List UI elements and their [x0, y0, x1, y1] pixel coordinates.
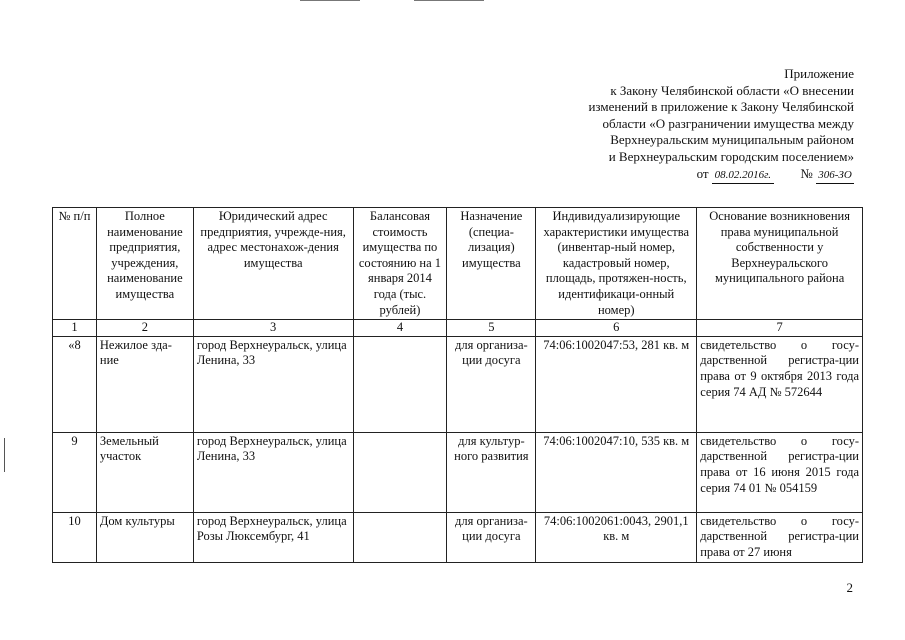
property-table: [52, 207, 863, 563]
header-cell: Назначение (специа-лизация) имущества: [447, 208, 536, 320]
column-number: 5: [447, 320, 536, 337]
annex-line: области «О разграничении имущества между: [602, 115, 854, 131]
balance-value: [353, 336, 447, 432]
annex-line: к Закону Челябинской области «О внесении: [610, 82, 854, 98]
header-cell: Индивидуализирующие характеристики имущества (инвентар-ный номер, кадастровый номер, площадь, протяжен-ность, идентификаци-онный номер): [536, 208, 697, 320]
annex-header: [524, 66, 854, 184]
row-number: 9: [53, 432, 97, 512]
property-address: город Верхнеуральск, улица Розы Люксембург, 41: [193, 512, 353, 562]
property-characteristics: 74:06:1002047:53, 281 кв. м: [536, 336, 697, 432]
property-purpose: для организа-ции досуга: [447, 512, 536, 562]
date-prefix: от: [696, 165, 709, 181]
balance-value: [353, 512, 447, 562]
header-cell: Юридический адрес предприятия, учрежде-ния, адрес местонахож-дения имущества: [193, 208, 353, 320]
table-row: [53, 432, 863, 512]
column-number: 7: [697, 320, 863, 337]
property-address: город Верхнеуральск, улица Ленина, 33: [193, 336, 353, 432]
annex-line: Верхнеуральским муниципальным районом: [610, 132, 854, 148]
column-number: 1: [53, 320, 97, 337]
table-header-row: [53, 208, 863, 320]
property-name: Нежилое зда-ние: [96, 336, 193, 432]
number-prefix: №: [800, 165, 813, 181]
header-cell: Балансовая стоимость имущества по состоянию на 1 января 2014 года (тыс. рублей): [353, 208, 447, 320]
table-row: [53, 512, 863, 562]
page-number: 2: [846, 580, 853, 595]
property-characteristics: 74:06:1002061:0043, 2901,1 кв. м: [536, 512, 697, 562]
column-number: 3: [193, 320, 353, 337]
ownership-basis: свидетельство о госу-дарственной регистра-ции права от 16 июня 2015 года серия 74 01 № 054159: [697, 432, 863, 512]
property-purpose: для организа-ции досуга: [447, 336, 536, 432]
property-purpose: для культур-ного развития: [447, 432, 536, 512]
ownership-basis: свидетельство о госу-дарственной регистра-ции права от 27 июня: [697, 512, 863, 562]
column-number: 6: [536, 320, 697, 337]
header-cell: Основание возникновения права муниципальной собственности у Верхнеуральского муниципального района: [697, 208, 863, 320]
header-cell: Полное наименование предприятия, учреждения, наименование имущества: [96, 208, 193, 320]
annex-line: Приложение: [784, 66, 854, 81]
row-number: «8: [53, 336, 97, 432]
margin-mark: [4, 438, 5, 472]
annex-line: и Верхнеуральским городским поселением»: [608, 148, 854, 164]
property-characteristics: 74:06:1002047:10, 535 кв. м: [536, 432, 697, 512]
table-row: [53, 336, 863, 432]
annex-line: изменений в приложение к Закону Челябинской: [588, 99, 854, 115]
annex-date-number-line: [524, 166, 854, 185]
row-number: 10: [53, 512, 97, 562]
property-name: Земельный участок: [96, 432, 193, 512]
top-rule-right: [414, 0, 484, 1]
date-value: 08.02.2016г.: [712, 167, 774, 185]
ownership-basis: свидетельство о госу-дарственной регистра-ции права от 9 октября 2013 года серия 74 АД № 572644: [697, 336, 863, 432]
property-name: Дом культуры: [96, 512, 193, 562]
balance-value: [353, 432, 447, 512]
top-rule-left: [300, 0, 360, 1]
column-number-row: [53, 320, 863, 337]
column-number: 4: [353, 320, 447, 337]
header-cell: № п/п: [53, 208, 97, 320]
number-value: 306-ЗО: [816, 167, 854, 185]
column-number: 2: [96, 320, 193, 337]
property-address: город Верхнеуральск, улица Ленина, 33: [193, 432, 353, 512]
